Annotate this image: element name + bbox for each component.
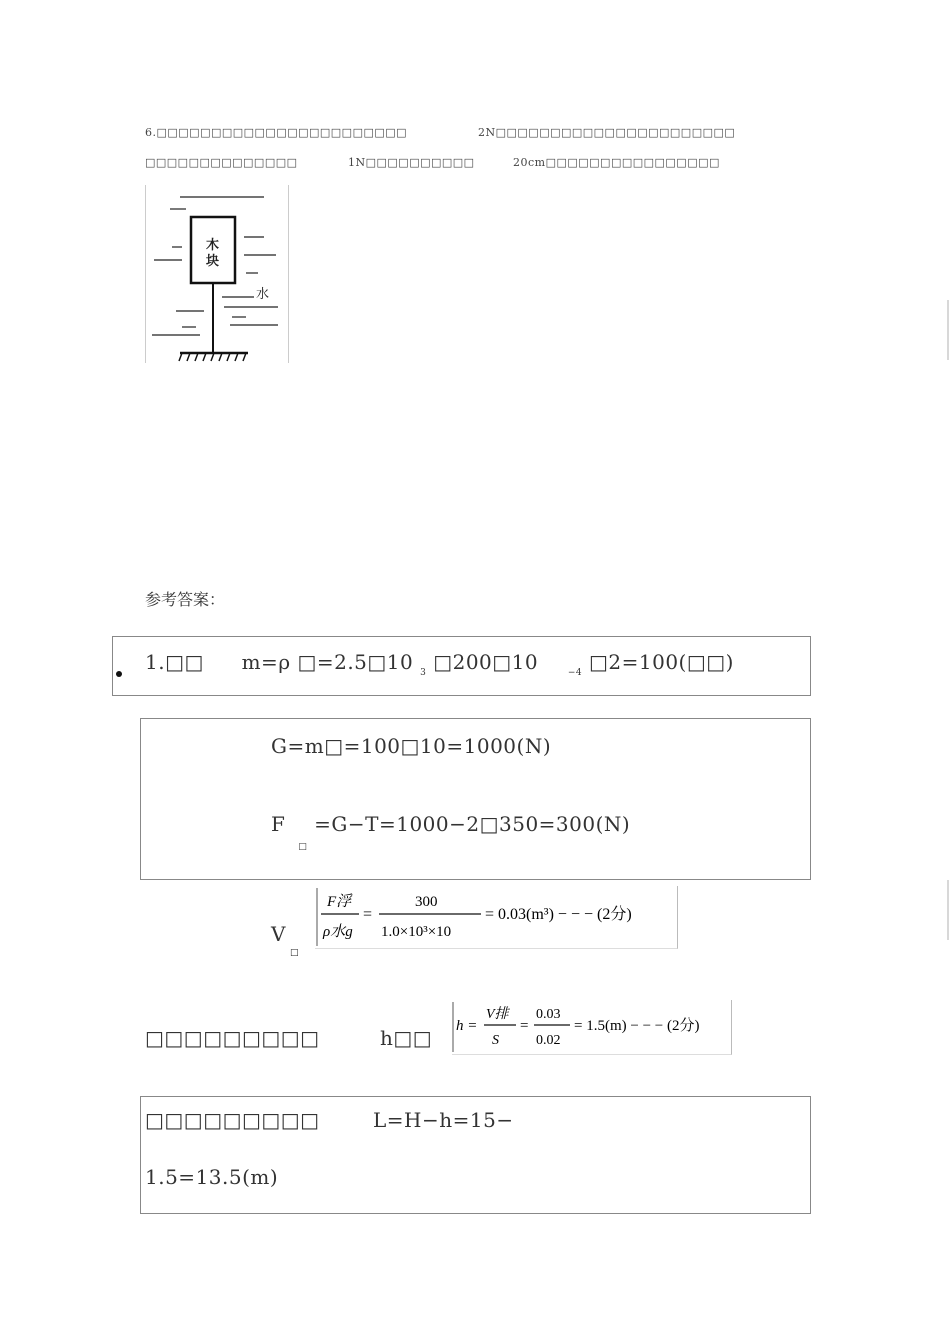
answer-line5-text: □□□□□□□□□	[145, 1026, 320, 1050]
scan-edge-mark	[947, 300, 949, 360]
answer-line1-rest: □=2.5□10	[297, 650, 414, 674]
answer-line1-sup3: 3	[420, 668, 427, 678]
svg-text:=: =	[363, 906, 373, 923]
figure-drawing	[146, 185, 288, 363]
answer-line2: G=m□=100□10=1000(N)	[271, 734, 552, 758]
answer-line6-text: □□□□□□□□□	[145, 1108, 320, 1132]
buoyancy-volume-formula	[315, 886, 678, 949]
answer-line6-cont: 1.5=13.5(m)	[145, 1165, 279, 1189]
answer-heading: 参考答案：	[145, 590, 226, 609]
answer-line1-c: □2=100(□□)	[588, 650, 734, 674]
depth-den: 0.02	[536, 1033, 561, 1048]
block-in-water-figure	[145, 185, 289, 363]
depth-vnum: V排	[486, 1007, 509, 1022]
water-label: 水	[256, 287, 270, 302]
formula-lhs-den: ρ水g	[323, 924, 353, 940]
scan-edge-mark	[947, 880, 949, 940]
answer-line5-h-label: h□□	[380, 1026, 433, 1050]
formula-num: 300	[415, 894, 438, 910]
formula-lhs-num: F浮	[327, 894, 352, 910]
depth-result: = 1.5(m) − − − (2分)	[574, 1018, 700, 1034]
answer-line1-prefix: 1.□□	[145, 650, 204, 674]
depth-num: 0.03	[536, 1007, 561, 1022]
depth-formula	[452, 1000, 732, 1055]
formula-den: 1.0×10³×10	[381, 924, 452, 940]
answer-line1-mid: m=ρ	[241, 650, 291, 674]
question-line2-c: 20cm□□□□□□□□□□□□□□□□	[513, 156, 720, 169]
block-label-1: 木	[206, 238, 220, 253]
answer-line1	[145, 650, 734, 678]
svg-text:=: =	[520, 1018, 529, 1034]
question-line1-b: 2N□□□□□□□□□□□□□□□□□□□□□□	[478, 126, 736, 139]
question-line2-a: □□□□□□□□□□□□□□	[145, 156, 298, 169]
answer-line1-supm4: −4	[567, 668, 583, 678]
question-line2-b: 1N□□□□□□□□□□	[348, 156, 475, 169]
answer-line3-prefix: F	[271, 812, 286, 836]
bullet-dot	[116, 671, 122, 677]
answer-line4-sub: □	[290, 948, 299, 958]
block-label-2: 块	[206, 254, 220, 269]
answer-line4-prefix: V	[271, 922, 286, 946]
answer-line3-sub: □	[298, 842, 308, 852]
depth-vden: S	[492, 1033, 499, 1048]
question-line1-a: 6.□□□□□□□□□□□□□□□□□□□□□□□	[145, 126, 408, 139]
answer-line6-formula: L=H−h=15−	[373, 1108, 514, 1132]
formula-result: = 0.03(m³) − − − (2分)	[485, 906, 632, 923]
answer-line3-rest: =G−T=1000−2□350=300(N)	[314, 812, 631, 836]
depth-lhs: h =	[456, 1018, 478, 1034]
answer-line3	[271, 812, 631, 852]
answer-line1-b: □200□10	[433, 650, 539, 674]
